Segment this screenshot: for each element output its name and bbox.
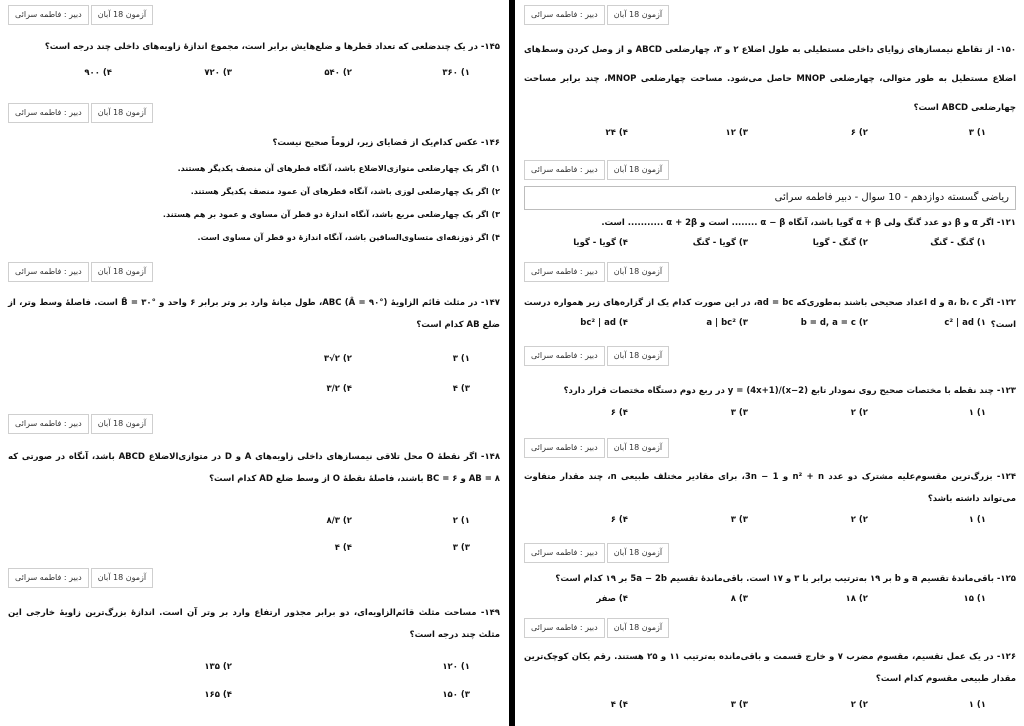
option-1[interactable]: ۱) ۱۲۰ xyxy=(442,662,470,672)
option-1[interactable]: ۱) c² | ad xyxy=(944,318,986,328)
teacher-tag: دبیر : فاطمه سرائی xyxy=(524,262,605,282)
option-4[interactable]: ۴) ۴ xyxy=(334,543,352,553)
option-4[interactable]: ۴) ۴ xyxy=(610,700,628,710)
option-2[interactable]: ۲) ۵۴۰ xyxy=(324,68,352,78)
option-3[interactable]: ۳) ۱۲ xyxy=(725,128,748,138)
option-1[interactable]: ۱) ۲ xyxy=(452,516,470,526)
teacher-tag: دبیر : فاطمه سرائی xyxy=(8,103,89,123)
teacher-tag: دبیر : فاطمه سرائی xyxy=(8,5,89,25)
statement-2[interactable]: ۲) اگر یک چهارضلعی لوزی باشد، آنگاه قطرهای آن عمود منصف یکدیگر هستند. xyxy=(190,187,500,196)
right-column xyxy=(516,0,1024,726)
question-147-options-row1 xyxy=(8,354,500,374)
question-145-text: ۱۴۵- در یک چندضلعی که تعداد قطرها و ضلع‌هایش برابر است، مجموع اندازهٔ زاویه‌های داخلی چند درجه است؟ xyxy=(44,42,500,52)
option-3[interactable]: ۳) ۳ xyxy=(730,515,748,525)
exam-tag: آزمون 18 آبان xyxy=(607,160,669,180)
exam-tag: آزمون 18 آبان xyxy=(607,262,669,282)
option-4[interactable]: ۴) ۶ xyxy=(610,408,628,418)
option-1[interactable]: ۱) گنگ - گنگ xyxy=(930,238,986,248)
teacher-tag: دبیر : فاطمه سرائی xyxy=(8,262,89,282)
option-3[interactable]: ۳) ۳ xyxy=(452,543,470,553)
teacher-tag: دبیر : فاطمه سرائی xyxy=(524,438,605,458)
teacher-tag: دبیر : فاطمه سرائی xyxy=(524,543,605,563)
option-2[interactable]: ۲) ۲ xyxy=(850,515,868,525)
option-4[interactable]: ۴) bc² | ad xyxy=(580,318,628,328)
question-tags xyxy=(524,346,669,366)
option-1[interactable]: ۱) ۱ xyxy=(968,700,986,710)
teacher-tag: دبیر : فاطمه سرائی xyxy=(524,160,605,180)
question-122-text: ۱۲۲- اگر a، b، c و d اعداد صحیحی باشند به‌طوری‌که ad = bc، در این صورت کدام یک از گزاره‌های زیر همواره درست است؟ xyxy=(524,298,1016,330)
question-148-text: ۱۴۸- اگر نقطهٔ O محل تلاقی نیمسازهای داخلی زاویه‌های A و D در متوازی‌الاضلاع ABCD باشد، آنگاه در صورتی که AB = ۸ و BC = ۶ باشند، فاصلهٔ نقطهٔ O از وسط ضلع AD کدام است؟ xyxy=(8,452,501,484)
question-147-text: ۱۴۷- در مثلث قائم الزاویهٔ ABC (Â = ۹۰°)، طول میانهٔ وارد بر وتر برابر ۶ واحد و B̂ = ۳۰° است. فاصلهٔ وسط وتر، از ضلع AB کدام است؟ xyxy=(8,298,500,330)
option-3[interactable]: ۳) ۳ xyxy=(730,408,748,418)
option-4[interactable]: ۴) ۱۶۵ xyxy=(204,690,232,700)
question-tags xyxy=(524,262,669,282)
question-149-text: ۱۴۹- مساحت مثلث قائم‌الزاویه‌ای، دو برابر مجذور ارتفاع وارد بر وتر آن است. اندازهٔ بزرگ‌ترین زاویهٔ خارجی این مثلث چند درجه است؟ xyxy=(8,608,500,640)
question-146-text: ۱۴۶- عکس کدام‌یک از قضایای زیر، لزوماً صحیح نیست؟ xyxy=(272,138,500,148)
column-divider xyxy=(509,0,515,726)
exam-tag: آزمون 18 آبان xyxy=(607,5,669,25)
exam-tag: آزمون 18 آبان xyxy=(91,103,153,123)
exam-tag: آزمون 18 آبان xyxy=(91,262,153,282)
question-122-options xyxy=(524,318,1016,338)
option-2[interactable]: ۲) ۲√۳ xyxy=(323,354,352,364)
question-tags xyxy=(8,5,153,25)
exam-tag: آزمون 18 آبان xyxy=(607,618,669,638)
question-148-options-row2 xyxy=(8,543,500,563)
question-149-options-row1 xyxy=(8,662,500,682)
teacher-tag: دبیر : فاطمه سرائی xyxy=(524,346,605,366)
statement-3[interactable]: ۳) اگر یک چهارضلعی مربع باشد، آنگاه اندازهٔ دو قطر آن مساوی و عمود بر هم هستند. xyxy=(162,210,500,219)
question-124-text: ۱۲۴- بزرگ‌ترین مقسوم‌علیه مشترک دو عدد n² + n و 3n − 1، برای مقادیر مختلف طبیعی n، چند مقدار متفاوت می‌تواند داشته باشد؟ xyxy=(524,472,1017,504)
option-3[interactable]: ۳) ۱۵۰ xyxy=(442,690,470,700)
option-1[interactable]: ۱) ۱۵ xyxy=(963,594,986,604)
option-3[interactable]: ۳) گویا - گنگ xyxy=(692,238,748,248)
question-124-options xyxy=(524,515,1016,535)
option-2[interactable]: ۲) ۲ xyxy=(850,700,868,710)
teacher-tag: دبیر : فاطمه سرائی xyxy=(8,568,89,588)
question-121-options xyxy=(524,238,1016,258)
option-2[interactable]: ۲) ۱۸ xyxy=(845,594,868,604)
teacher-tag: دبیر : فاطمه سرائی xyxy=(524,5,605,25)
option-1[interactable]: ۱) ۳ xyxy=(452,354,470,364)
question-tags xyxy=(8,568,153,588)
option-3[interactable]: ۳) a | bc² xyxy=(706,318,748,328)
option-3[interactable]: ۳) ۸ xyxy=(730,594,748,604)
section-tags xyxy=(524,160,669,180)
option-1[interactable]: ۱) ۳ xyxy=(968,128,986,138)
option-2[interactable]: ۲) ۲ xyxy=(850,408,868,418)
exam-tag: آزمون 18 آبان xyxy=(607,346,669,366)
option-1[interactable]: ۱) ۱ xyxy=(968,515,986,525)
question-150-text: ۱۵۰- از تقاطع نیمسازهای زوایای داخلی مستطیلی به طول اضلاع ۲ و ۳، چهارضلعی ABCD و از وصل کردن وسط‌های اضلاع مستطیل به طور متوالی، چهارضلعی MNOP حاصل می‌شود. مساحت چهارضلعی MNOP، چند برابر مساحت چهارضلعی ABCD است؟ xyxy=(524,45,1017,113)
teacher-tag: دبیر : فاطمه سرائی xyxy=(524,618,605,638)
question-121-text: ۱۲۱- اگر α و β دو عدد گنگ ولی α + β گویا باشد، آنگاه α − β ........ است و α + 2β ........... است. xyxy=(601,218,1016,228)
question-126-text: ۱۲۶- در یک عمل تقسیم، مقسوم مضرب ۷ و خارج قسمت و باقی‌مانده به‌ترتیب ۱۱ و ۲۵ هستند. رقم یکان کوچک‌ترین مقدار طبیعی مقسوم کدام است؟ xyxy=(524,652,1017,684)
question-126-options xyxy=(524,700,1016,720)
option-4[interactable]: ۴) صفر xyxy=(596,594,628,604)
option-4[interactable]: ۴) ۲۴ xyxy=(605,128,628,138)
question-123-options xyxy=(524,408,1016,428)
question-125-options xyxy=(524,594,1016,614)
exam-tag: آزمون 18 آبان xyxy=(91,5,153,25)
option-1[interactable]: ۱) ۳۶۰ xyxy=(442,68,470,78)
question-tags xyxy=(8,103,153,123)
question-150-options xyxy=(524,128,1016,148)
question-123-text: ۱۲۳- چند نقطه با مختصات صحیح روی نمودار تابع y = (4x+1)/(x−2) در ربع دوم دستگاه مختصات قرار دارد؟ xyxy=(563,386,1016,396)
option-3[interactable]: ۳) ۳ xyxy=(730,700,748,710)
statement-4[interactable]: ۴) اگر ذوزنقه‌ای متساوی‌الساقین باشد، آنگاه اندازهٔ دو قطر آن مساوی است. xyxy=(197,233,500,242)
question-tags xyxy=(8,414,153,434)
question-148-options-row1 xyxy=(8,516,500,536)
question-tags xyxy=(524,438,669,458)
exam-tag: آزمون 18 آبان xyxy=(91,414,153,434)
question-125-text: ۱۲۵- باقی‌ماندهٔ تقسیم a و b بر ۱۹ به‌ترتیب برابر با ۳ و ۱۷ است. باقی‌ماندهٔ تقسیم 5a − 2b بر ۱۹ کدام است؟ xyxy=(555,574,1016,584)
exam-tag: آزمون 18 آبان xyxy=(91,568,153,588)
option-4[interactable]: ۴) ۳/۲ xyxy=(326,384,352,394)
option-2[interactable]: ۲) گنگ - گویا xyxy=(812,238,868,248)
option-2[interactable]: ۲) ۱۳۵ xyxy=(204,662,232,672)
option-4[interactable]: ۴) ۶ xyxy=(610,515,628,525)
option-2[interactable]: ۲) b = d, a = c xyxy=(800,318,868,328)
option-3[interactable]: ۳) ۴ xyxy=(452,384,470,394)
question-tags xyxy=(8,262,153,282)
statement-1[interactable]: ۱) اگر یک چهارضلعی متوازی‌الاضلاع باشد، آنگاه قطرهای آن منصف یکدیگر هستند. xyxy=(177,164,500,173)
exam-tag: آزمون 18 آبان xyxy=(607,438,669,458)
option-2[interactable]: ۲) ۸/۳ xyxy=(326,516,352,526)
question-tags xyxy=(524,5,669,25)
question-147-options-row2 xyxy=(8,384,500,404)
question-tags xyxy=(524,543,669,563)
question-tags xyxy=(524,618,669,638)
option-4[interactable]: ۴) گویا - گویا xyxy=(573,238,628,248)
option-3[interactable]: ۳) ۷۲۰ xyxy=(204,68,232,78)
question-149-options-row2 xyxy=(8,690,500,710)
option-2[interactable]: ۲) ۶ xyxy=(850,128,868,138)
option-1[interactable]: ۱) ۱ xyxy=(968,408,986,418)
question-145-options xyxy=(8,68,500,88)
option-4[interactable]: ۴) ۹۰۰ xyxy=(84,68,112,78)
left-column xyxy=(0,0,508,726)
exam-tag: آزمون 18 آبان xyxy=(607,543,669,563)
teacher-tag: دبیر : فاطمه سرائی xyxy=(8,414,89,434)
section-header: ریاضی گسسته دوازدهم - 10 سوال - دبیر فاطمه سرائی xyxy=(524,186,1016,210)
